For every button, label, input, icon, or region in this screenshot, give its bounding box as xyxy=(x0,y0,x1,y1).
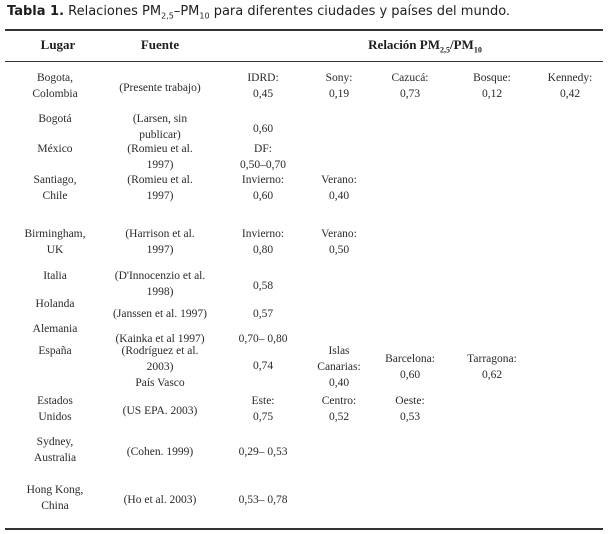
cell-fuente: (Rodríguez et al. 2003) País Vasco xyxy=(121,345,199,389)
ratio-value: 0,53 xyxy=(399,411,421,423)
cell-lugar: España xyxy=(38,345,72,357)
header-relacion xyxy=(310,37,540,59)
cell-lugar: Bogota, Colombia xyxy=(32,72,78,100)
ratio-value: 0,40 xyxy=(328,190,350,202)
header-relacion-pre: Relación PM xyxy=(368,37,440,52)
ratio-value: 0,74 xyxy=(252,360,274,372)
caption-sub-2: 10 xyxy=(199,11,210,21)
ratio-value: 0,57 xyxy=(252,308,274,320)
cell-lugar: Italia xyxy=(43,270,67,282)
header-relacion-mid: /PM xyxy=(450,37,474,52)
cell-fuente: (Larsen, sin publicar) xyxy=(132,113,188,141)
ratio-value: 0,73 xyxy=(399,88,421,100)
ratio-value: 0,52 xyxy=(328,411,350,423)
cell-lugar: Alemania xyxy=(32,323,78,335)
ratio-label: Verano: xyxy=(321,174,357,186)
cell-lugar: México xyxy=(37,143,73,155)
ratio-value: 0,42 xyxy=(559,88,581,100)
ratio-label: Centro: xyxy=(321,395,357,407)
ratio-value: 0,58 xyxy=(252,280,274,292)
ratio-value: 0,60 xyxy=(252,190,274,202)
caption-label: Tabla 1. xyxy=(7,4,65,19)
ratio-label: Islas Canarias: xyxy=(317,345,361,373)
ratio-value: 0,70– 0,80 xyxy=(238,333,288,345)
ratio-label: Bosque: xyxy=(473,72,511,84)
cell-fuente: (Harrison et al. 1997) xyxy=(125,228,195,256)
ratio-value: 0,50–0,70 xyxy=(240,159,286,171)
cell-fuente: (Kainka et al 1997) xyxy=(115,333,205,345)
header-relacion-sub-2: 10 xyxy=(473,45,482,55)
header-rule xyxy=(5,61,603,62)
caption-text: Relaciones PM xyxy=(64,4,162,19)
cell-fuente: (Cohen. 1999) xyxy=(126,446,194,458)
ratio-label: IDRD: xyxy=(247,72,279,84)
cell-lugar: Hong Kong, China xyxy=(26,484,84,512)
ratio-value: 0,45 xyxy=(252,88,274,100)
bottom-rule xyxy=(5,528,603,530)
caption-mid: –PM xyxy=(173,4,200,19)
cell-lugar: Bogotá xyxy=(38,113,72,125)
cell-fuente: (US EPA. 2003) xyxy=(122,405,198,417)
top-rule xyxy=(5,29,603,31)
ratio-label: DF: xyxy=(254,143,272,155)
ratio-value: 0,29– 0,53 xyxy=(238,446,288,458)
ratio-value: 0,19 xyxy=(328,88,350,100)
cell-fuente: (Ho et al. 2003) xyxy=(123,494,197,506)
ratio-value: 0,40 xyxy=(328,377,350,389)
cell-lugar: Holanda xyxy=(35,298,75,310)
caption-sub-1: 2,5 xyxy=(161,11,174,21)
ratio-label: Oeste: xyxy=(395,395,425,407)
ratio-label: Invierno: xyxy=(241,228,285,240)
header-fuente: Fuente xyxy=(140,37,180,52)
cell-fuente: (Romieu et al. 1997) xyxy=(127,174,193,202)
ratio-label: Kennedy: xyxy=(547,72,593,84)
header-relacion-sub-1: 2,5 xyxy=(440,45,450,55)
table-caption xyxy=(7,4,510,21)
ratio-label: Barcelona: xyxy=(385,353,435,365)
ratio-value: 0,80 xyxy=(252,244,274,256)
cell-fuente: (Romieu et al. 1997) xyxy=(127,143,193,171)
ratio-label: Tarragona: xyxy=(467,353,517,365)
ratio-value: 0,60 xyxy=(252,123,274,135)
ratio-label: Este: xyxy=(251,395,275,407)
cell-fuente: (Presente trabajo) xyxy=(119,82,201,94)
ratio-value: 0,50 xyxy=(328,244,350,256)
ratio-value: 0,60 xyxy=(399,369,421,381)
ratio-value: 0,75 xyxy=(252,411,274,423)
cell-lugar: Estados Unidos xyxy=(37,395,73,423)
ratio-value: 0,53– 0,78 xyxy=(238,494,288,506)
cell-lugar: Santiago, Chile xyxy=(33,174,77,202)
cell-lugar: Birmingham, UK xyxy=(24,228,86,256)
ratio-label: Invierno: xyxy=(241,174,285,186)
cell-fuente: (D'Innocenzio et al. 1998) xyxy=(114,270,206,298)
ratio-label: Verano: xyxy=(321,228,357,240)
cell-lugar: Sydney, Australia xyxy=(33,436,77,464)
cell-fuente: (Janssen et al. 1997) xyxy=(113,308,207,320)
header-lugar: Lugar xyxy=(40,37,76,52)
ratio-label: Sony: xyxy=(325,72,353,84)
ratio-label: Cazucá: xyxy=(391,72,429,84)
ratio-value: 0,62 xyxy=(481,369,503,381)
ratio-value: 0,12 xyxy=(481,88,503,100)
caption-post: para diferentes ciudades y países del mundo. xyxy=(209,4,511,19)
